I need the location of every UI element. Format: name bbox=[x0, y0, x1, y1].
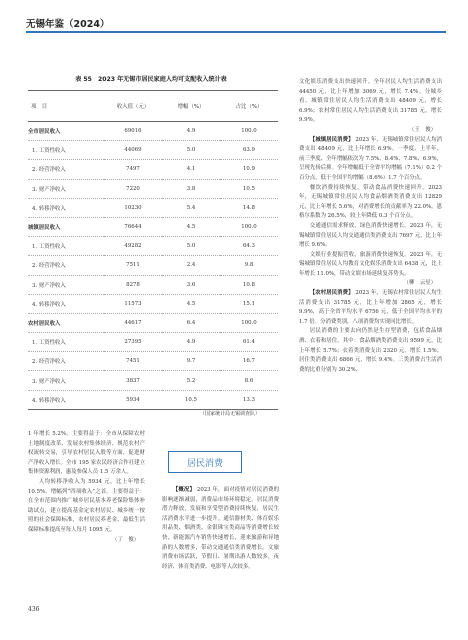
table-cell: 10230 bbox=[104, 198, 162, 217]
right-para-6: 2023 年，无锡农村常住居民人均生活消费支出 31785 元，比上年增加 2865 元，增长 9.9%，高于全省平均水平 6756 元，低于全国平均水平的 1.7 倍。分消费类别，八项消费均实现同比增长。 bbox=[299, 290, 442, 325]
table-cell: 2.4 bbox=[162, 256, 220, 275]
table-cell: 63.9 bbox=[220, 141, 278, 160]
table-cell: 5.0 bbox=[162, 237, 220, 256]
right-para-5: 文娱行业提振营收，旅游消费快速恢复。2023 年，无锡城镇常住居民人均教育文化娱乐消费支出 6438 元，比上年增长 11.0%，带动文娱市场延续复苏势头。 bbox=[299, 251, 442, 277]
table-cell: 3. 财产净收入 bbox=[28, 371, 104, 390]
table-cell: 4. 转移净收入 bbox=[28, 198, 104, 217]
right-para-4: 交通通信需求释放，绿色消费快速增长。2023 年，无锡城镇常住居民人均交通通信类消费支出 7697 元，比上年增长 9.6%。 bbox=[299, 222, 442, 249]
table-cell: 44617 bbox=[104, 313, 162, 332]
table-cell: 9.7 bbox=[162, 352, 220, 371]
table-source: （国家统计局无锡调查队） bbox=[200, 411, 261, 417]
table-cell: 11573 bbox=[104, 294, 162, 313]
table-cell: 4.9 bbox=[162, 122, 220, 141]
table-row bbox=[28, 141, 278, 160]
table-cell: 农村居民收入 bbox=[28, 313, 104, 332]
right-para-1: 文化娱乐消费支出快速回升。全年居民人均生活消费支出 44450 元，比上年增加 3069 元，增长 7.4%。分城乡看，城镇常住居民人均生活消费支出 48409 元，增长 6.9%；农村常住居民人均生活消费支出 31785 元，增长 9.9%。 bbox=[299, 79, 442, 124]
right-heading-3: 【农村居民消费】 bbox=[309, 290, 354, 297]
table-cell: 3. 财产净收入 bbox=[28, 179, 104, 198]
right-signature-2: （柳 云星） bbox=[403, 280, 436, 287]
table-cell: 49282 bbox=[104, 237, 162, 256]
table-category-row bbox=[28, 122, 278, 141]
running-header: 无锡年鉴（2024） bbox=[26, 19, 110, 30]
left-para-1: 1 年增长 5.2%。主要得益于：全市从保障农村土地制度改革、发展农村集体经济、规范农村产权流转交易，引导农村居民入股等方面，促进财产净收入增长。全市 195 家农民经济合作社建立集体资源利润，惠及参保人员 1.5 万余人。 bbox=[28, 431, 145, 476]
table-cell: 10.9 bbox=[220, 160, 278, 179]
table-cell: 100.0 bbox=[220, 313, 278, 332]
column-header: 项 目 bbox=[28, 91, 104, 122]
table-cell: 7451 bbox=[104, 352, 162, 371]
table-cell: 10.5 bbox=[162, 390, 220, 409]
table-cell: 15.1 bbox=[220, 294, 278, 313]
table-cell: 2. 经营净收入 bbox=[28, 352, 104, 371]
mid-text: 2023 年，面对疫情对居民消费的影响逐渐减弱，消费品市场环境稳定，居民消费潜力释放，发展和享受型消费持续恢复，居民生活消费水平进一步提升。通信器材类、体育娱乐用品类、烟酒类、金银珠宝类商品等消费增长较快，新能源汽车销售快速增长，迎来旅游和异地游的人数增多，带动交通通信类消费增长。文旅消费市场活跃，节假日、暑期出游人数较多，夜经济、体育类消费、电影等人次较多。 bbox=[162, 487, 279, 570]
table-cell: 4.1 bbox=[162, 160, 220, 179]
table-cell: 3.8 bbox=[162, 179, 220, 198]
table-cell: 44069 bbox=[104, 141, 162, 160]
header-rule bbox=[26, 31, 446, 33]
table-cell: 100.0 bbox=[220, 122, 278, 141]
table-cell: 1. 工资性收入 bbox=[28, 333, 104, 352]
table-cell: 2. 经营净收入 bbox=[28, 256, 104, 275]
table-cell: 1. 工资性收入 bbox=[28, 141, 104, 160]
table-row bbox=[28, 237, 278, 256]
table-cell: 61.4 bbox=[220, 333, 278, 352]
table-cell: 76644 bbox=[104, 217, 162, 236]
table-cell: 5934 bbox=[104, 390, 162, 409]
table-cell: 69016 bbox=[104, 122, 162, 141]
table-cell: 4.5 bbox=[162, 294, 220, 313]
table-cell: 2. 经营净收入 bbox=[28, 160, 104, 179]
middle-column bbox=[162, 486, 279, 572]
table-cell: 13.3 bbox=[220, 390, 278, 409]
table-row bbox=[28, 198, 278, 217]
right-signature-1: （王 俊） bbox=[409, 126, 436, 133]
table-row bbox=[28, 160, 278, 179]
table-cell: 5.2 bbox=[162, 371, 220, 390]
table-cell: 7511 bbox=[104, 256, 162, 275]
table-cell: 100.0 bbox=[220, 217, 278, 236]
column-header: 占比（%） bbox=[220, 91, 278, 122]
table-cell: 10.8 bbox=[220, 275, 278, 294]
table-category-row bbox=[28, 217, 278, 236]
table-row bbox=[28, 333, 278, 352]
table-cell: 4.5 bbox=[162, 217, 220, 236]
table-cell: 8.6 bbox=[220, 371, 278, 390]
table-cell: 27395 bbox=[104, 333, 162, 352]
right-para-2: 2023 年，无锡城镇常住居民人均消费支出 48409 元，比上年增长 6.9%。一季度、上半年、前三季度、全年增幅依次为 7.5%、8.4%、7.8%、6.9%，呈现先扬后抑。全年增幅低于全省平均增幅（7.1%）0.2 个百分点，低于全国平均增幅（8.6%）1.7 个百分点。 bbox=[299, 136, 442, 181]
table-cell: 64.3 bbox=[220, 237, 278, 256]
table-cell: 14.8 bbox=[220, 198, 278, 217]
right-heading-2: 【城镇居民消费】 bbox=[309, 136, 354, 143]
table-cell: 4. 转移净收入 bbox=[28, 294, 104, 313]
table-row bbox=[28, 275, 278, 294]
table-cell: 7220 bbox=[104, 179, 162, 198]
table-row bbox=[28, 371, 278, 390]
right-para-3: 餐饮消费持续恢复，带动食品消费快速回升。2023 年，无锡城镇常住居民人均食品烟酒类消费支出 12829 元，比上年增长 5.6%，对消费增长的贡献率为 22.0%。恩格尔系数为 26.5%，较上年降低 0.3 个百分点。 bbox=[299, 184, 442, 220]
table-cell: 5.4 bbox=[162, 198, 220, 217]
income-table bbox=[28, 90, 278, 410]
table-row bbox=[28, 294, 278, 313]
table-cell: 3837 bbox=[104, 371, 162, 390]
table-row bbox=[28, 390, 278, 409]
table-cell: 3. 财产净收入 bbox=[28, 275, 104, 294]
left-column bbox=[28, 430, 145, 545]
table-cell: 8278 bbox=[104, 275, 162, 294]
left-para-2: 人均转移净收入为 5934 元，比上年增长 10.5%，增幅列“四项收入”之首。主要得益于：在全市范围内推广城乡居民基本养老保险集体补助试点，建立提高基金定农村居民、城乡统一按照的社会保障标准，农村居民养老金、最低生活保障标准提高至每人每月 1095 元。 bbox=[28, 478, 145, 533]
right-para-7: 居民消费的主要去向仍然是生存型消费，包括食品烟酒、衣着和居住。其中：食品烟酒类消费支出 9599 元，比上年增长 5.7%；衣着类消费支出 2320 元，增长 1.5%；居住类消费支出 6866 元，增长 9.4%。三类消费占生活消费的比重分别为 30.2%、 bbox=[299, 328, 442, 373]
table-cell: 1. 工资性收入 bbox=[28, 237, 104, 256]
table-cell: 7497 bbox=[104, 160, 162, 179]
table-cell: 4.9 bbox=[162, 333, 220, 352]
table-header-row bbox=[28, 91, 278, 122]
column-header: 收入值（元） bbox=[104, 91, 162, 122]
table-cell: 9.8 bbox=[220, 256, 278, 275]
table-title: 表 55 2023 年无锡市居民家庭人均可支配收入统计表 bbox=[75, 76, 227, 83]
right-column bbox=[299, 78, 442, 375]
table-cell: 10.5 bbox=[220, 179, 278, 198]
table-row bbox=[28, 256, 278, 275]
table-row bbox=[28, 179, 278, 198]
table-cell: 城镇居民收入 bbox=[28, 217, 104, 236]
table-cell: 5.0 bbox=[162, 141, 220, 160]
section-title-box: 居民消费 bbox=[168, 451, 242, 473]
table-cell: 3.6 bbox=[162, 275, 220, 294]
table-cell: 4. 转移净收入 bbox=[28, 390, 104, 409]
page-number: 436 bbox=[28, 606, 40, 613]
table-cell: 6.4 bbox=[162, 313, 220, 332]
table-cell: 16.7 bbox=[220, 352, 278, 371]
table-cell: 全市居民收入 bbox=[28, 122, 104, 141]
table-row bbox=[28, 352, 278, 371]
left-signature: （丁 俊） bbox=[112, 536, 139, 543]
table-category-row bbox=[28, 313, 278, 332]
mid-heading: 【概况】 bbox=[172, 487, 196, 493]
column-header: 增幅（%） bbox=[162, 91, 220, 122]
